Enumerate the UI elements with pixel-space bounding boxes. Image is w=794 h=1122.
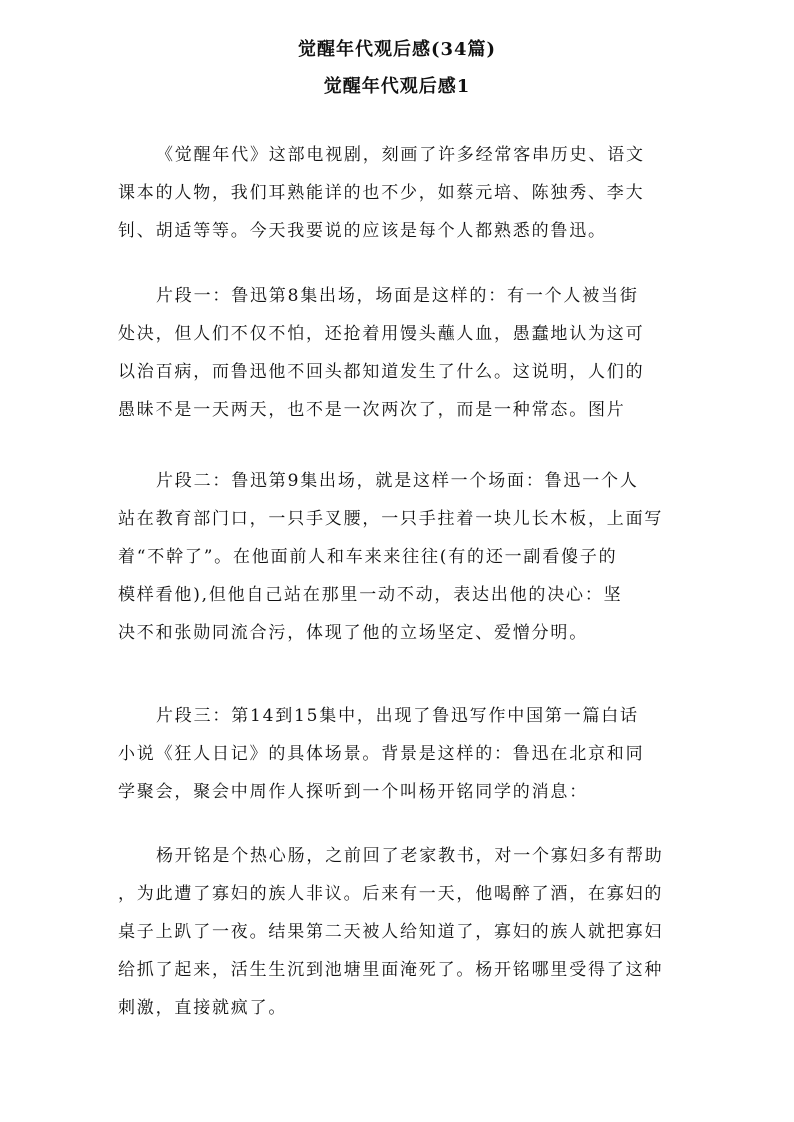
paragraph-line: 钊、胡适等等。今天我要说的应该是每个人都熟悉的鲁迅。 — [118, 221, 607, 241]
paragraph-line: 模样看他),但他自己站在那里一动不动，表达出他的决心：坚 — [118, 585, 623, 605]
paragraph-line: 《觉醒年代》这部电视剧，刻画了许多经常客串历史、语文 — [156, 145, 645, 165]
paragraph-line: 处决，但人们不仅不怕，还抢着用馒头蘸人血，愚蠢地认为这可 — [118, 324, 645, 344]
paragraph-line: 片段二：鲁迅第9集出场，就是这样一个场面：鲁迅一个人 — [156, 471, 639, 491]
paragraph-1 — [118, 136, 678, 250]
paragraph-line: 着“不幹了”。在他面前人和车来来往往(有的还一副看傻子的 — [118, 547, 618, 567]
paragraph-line: ，为此遭了寡妇的族人非议。后来有一天，他喝醉了酒，在寡妇的 — [118, 884, 664, 904]
paragraph-4 — [118, 697, 678, 811]
document-subtitle: 觉醒年代观后感1 — [323, 76, 471, 97]
paragraph-line: 以治百病，而鲁迅他不回头都知道发生了什么。这说明，人们的 — [118, 362, 645, 382]
paragraph-line: 片段一：鲁迅第8集出场，场面是这样的：有一个人被当街 — [156, 286, 639, 306]
paragraph-5 — [118, 837, 678, 1027]
document-title: 觉醒年代观后感(34篇) — [297, 39, 497, 60]
paragraph-line: 小说《狂人日记》的具体场景。背景是这样的：鲁迅在北京和同 — [118, 744, 645, 764]
paragraph-2 — [118, 277, 678, 429]
paragraph-line: 课本的人物，我们耳熟能详的也不少，如蔡元培、陈独秀、李大 — [118, 183, 645, 203]
paragraph-line: 桌子上趴了一夜。结果第二天被人给知道了，寡妇的族人就把寡妇 — [118, 922, 664, 942]
paragraph-line: 决不和张勋同流合污，体现了他的立场坚定、爱憎分明。 — [118, 623, 588, 643]
paragraph-line: 给抓了起来，活生生沉到池塘里面淹死了。杨开铭哪里受得了这种 — [118, 960, 664, 980]
paragraph-line: 杨开铭是个热心肠，之前回了老家教书，对一个寡妇多有帮助 — [156, 846, 664, 866]
paragraph-3 — [118, 462, 678, 652]
paragraph-line: 站在教育部门口，一只手叉腰，一只手拄着一块儿长木板，上面写 — [118, 509, 664, 529]
paragraph-line: 刺激，直接就疯了。 — [118, 998, 288, 1018]
paragraph-line: 愚昧不是一天两天，也不是一次两次了，而是一种常态。图片 — [118, 400, 626, 420]
paragraph-line: 学聚会，聚会中周作人探听到一个叫杨开铭同学的消息： — [118, 782, 588, 802]
paragraph-line: 片段三：第14到15集中，出现了鲁迅写作中国第一篇白话 — [156, 706, 639, 726]
